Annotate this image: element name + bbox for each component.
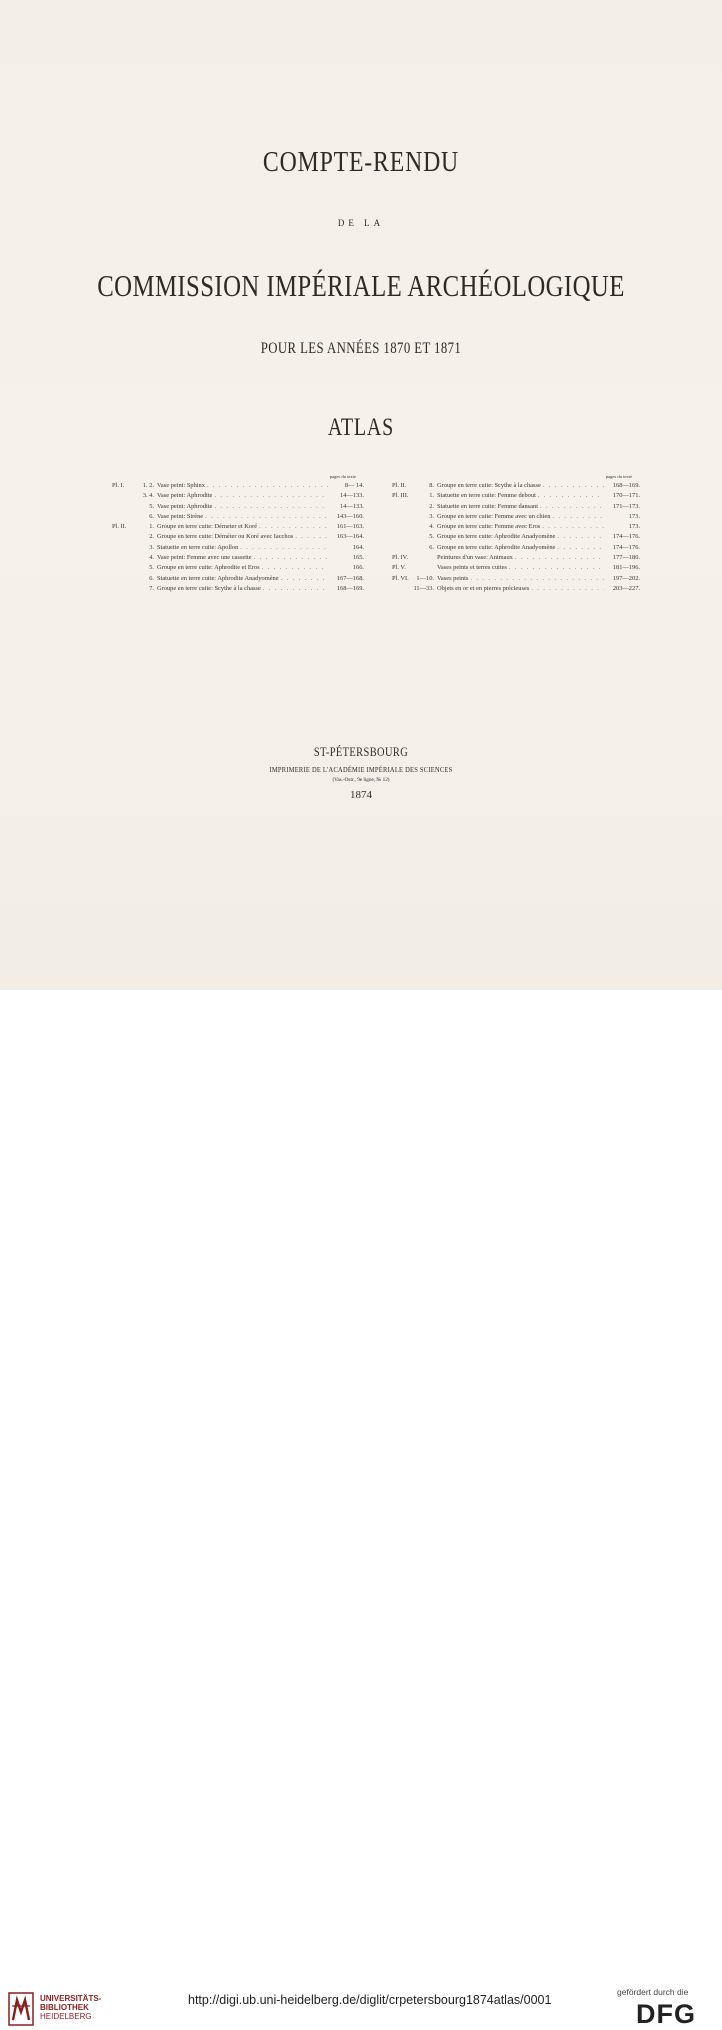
figure-number: 5. xyxy=(149,564,154,572)
figure-number: 6. xyxy=(149,574,154,582)
imprint-city: ST-PÉTERSBOURG xyxy=(313,744,409,759)
dot-leader xyxy=(254,553,328,563)
figure-number: 3. 4. xyxy=(142,492,154,500)
dot-leader xyxy=(540,502,604,512)
entry-description: Groupe en terre cuite: Femme avec un chien xyxy=(437,512,551,520)
dot-leader xyxy=(509,563,604,573)
page-range: 166. xyxy=(352,564,364,572)
page-range: 174—176. xyxy=(612,543,640,551)
page-range: 173. xyxy=(628,523,640,531)
figure-number: 3. xyxy=(429,512,434,520)
contents-entry xyxy=(112,481,364,491)
entry-description: Groupe en terre cuite: Déméter ou Koré avec Iacchos xyxy=(157,533,294,541)
dot-leader xyxy=(515,553,604,563)
contents-entry xyxy=(392,584,640,594)
page-range: 8— 14. xyxy=(344,482,364,489)
page-range: 181—196. xyxy=(612,564,640,572)
page-range: 14—133. xyxy=(340,502,364,510)
plate-label: Pl. IV. xyxy=(392,554,409,562)
page-range: 177—180. xyxy=(612,554,640,562)
imprint-year: 1874 xyxy=(350,789,372,801)
figure-number: 7. xyxy=(149,584,154,592)
contents-entry xyxy=(112,532,364,542)
dot-leader xyxy=(207,481,328,491)
figure-number: 1. xyxy=(429,492,434,500)
entry-description: Vase peint: Aphrodite xyxy=(157,492,213,500)
dot-leader xyxy=(531,584,604,594)
dot-leader xyxy=(263,584,328,594)
page-range: 161—163. xyxy=(336,523,364,531)
dot-leader xyxy=(214,502,328,512)
contents-entry xyxy=(392,502,640,512)
figure-number: 4. xyxy=(149,554,154,562)
imprint-address: (Vas.-Ostr., 9e ligne, № 12) xyxy=(332,777,390,783)
figure-number: 2. xyxy=(149,533,154,541)
contents-entry xyxy=(112,512,364,522)
entry-description: Groupe en terre cuite: Aphrodite Anadyomène xyxy=(437,533,556,541)
contents-entry xyxy=(112,522,364,532)
figure-number: 3. xyxy=(149,543,154,551)
dot-leader xyxy=(538,491,604,501)
plate-label: Pl. VI. xyxy=(392,574,409,582)
contents-entry xyxy=(112,543,364,553)
plate-label: Pl. V. xyxy=(392,564,406,572)
entry-description: Vase peint: Aphrodite xyxy=(157,502,213,510)
entry-description: Peintures d'un vase: Animaux xyxy=(437,554,513,562)
page-range: 203—227. xyxy=(612,584,640,592)
page-range: 164. xyxy=(352,543,364,551)
contents-entry xyxy=(392,522,640,532)
entry-description: Groupe en terre cuite: Aphrodite et Eros xyxy=(157,564,260,572)
contents-entry xyxy=(392,543,640,553)
page-range: 170—171. xyxy=(612,492,640,500)
university-library-logo-icon[interactable] xyxy=(8,1992,34,2026)
figure-number: 5. xyxy=(149,502,154,510)
contents-left-column xyxy=(112,472,364,594)
scanned-page xyxy=(0,0,722,990)
page-range: 171—173. xyxy=(612,502,640,510)
dfg-logo[interactable]: DFG xyxy=(636,1999,696,2029)
page-range: 173. xyxy=(628,512,640,520)
entry-description: Groupe en terre cuite: Aphrodite Anadyomène xyxy=(437,543,556,551)
title-years: POUR LES ANNÉES 1870 ET 1871 xyxy=(260,340,462,357)
plate-label: Pl. II. xyxy=(112,523,127,531)
entry-description: Groupe en terre cuite: Scythe à la chasse xyxy=(437,482,541,489)
contents-entry xyxy=(112,553,364,563)
title-compte-rendu: COMPTE-RENDU xyxy=(262,146,460,178)
entry-description: Statuette en terre cuite: Femme dansant xyxy=(437,502,538,510)
entry-description: Vases peints et terres cuites xyxy=(437,564,507,572)
page-range: 165. xyxy=(352,554,364,562)
contents-entry xyxy=(392,553,640,563)
title-commission: COMMISSION IMPÉRIALE ARCHÉOLOGIQUE xyxy=(97,268,625,303)
dot-leader xyxy=(240,543,328,553)
contents-entry xyxy=(112,491,364,501)
entry-description: Vase peint: Sphinx xyxy=(157,482,205,489)
pages-header: pages du texte xyxy=(605,474,632,479)
contents-entry xyxy=(392,512,640,522)
contents-right-column xyxy=(392,472,640,594)
contents-entry xyxy=(112,563,364,573)
page-range: 197—202. xyxy=(612,574,640,582)
entry-description: Vases peints xyxy=(437,574,469,582)
contents-entry xyxy=(392,481,640,491)
title-atlas: ATLAS xyxy=(327,414,395,441)
contents-entry xyxy=(392,574,640,584)
dot-leader xyxy=(557,532,604,542)
page-range: 174—176. xyxy=(612,533,640,541)
dot-leader xyxy=(542,522,604,532)
entry-description: Objets en or et en pierres précieuses xyxy=(437,584,530,592)
viewer-footer xyxy=(0,990,722,2029)
entry-description: Statuette en terre cuite: Femme debout xyxy=(437,492,536,500)
figure-number: 8. xyxy=(429,482,434,489)
page-range: 14—133. xyxy=(340,492,364,500)
pages-header: pages du texte xyxy=(329,474,356,479)
dot-leader xyxy=(470,574,604,584)
figure-number: 5. xyxy=(429,533,434,541)
figure-number: 1. xyxy=(149,523,154,531)
figure-number: 6. xyxy=(149,512,154,520)
page-range: 143—160. xyxy=(336,512,364,520)
dot-leader xyxy=(543,481,604,491)
library-name[interactable] xyxy=(40,1994,101,2021)
page-range: 168—169. xyxy=(612,482,640,489)
dot-leader xyxy=(262,563,328,573)
contents-entry xyxy=(392,491,640,501)
dot-leader xyxy=(281,574,328,584)
entry-description: Statuette en terre cuite: Aphrodite Anadyomène xyxy=(157,574,279,582)
funded-by-label: gefördert durch die xyxy=(617,1987,689,1997)
figure-number: 1—10. xyxy=(416,574,434,582)
dot-leader xyxy=(214,491,328,501)
dot-leader xyxy=(557,543,604,553)
dot-leader xyxy=(295,532,328,542)
dot-leader xyxy=(552,512,604,522)
entry-description: Groupe en terre cuite: Démeter et Koré xyxy=(157,523,258,531)
entry-description: Statuette en terre cuite: Apollon xyxy=(157,543,239,551)
imprint-printer: IMPRIMERIE DE L'ACADÉMIE IMPÉRIALE DES SCIENCES xyxy=(269,765,453,774)
entry-description: Vase peint: Sirène xyxy=(157,512,204,520)
figure-number: 1. 2. xyxy=(142,482,154,489)
contents-entry xyxy=(112,574,364,584)
figure-number: 11—33. xyxy=(413,584,434,592)
page-range: 167—168. xyxy=(336,574,364,582)
entry-description: Vase peint: Femme avec une cassette xyxy=(157,554,252,562)
library-name-line: HEIDELBERG xyxy=(40,2012,92,2021)
contents-entry xyxy=(112,584,364,594)
figure-number: 2. xyxy=(429,502,434,510)
figure-number: 6. xyxy=(429,543,434,551)
library-name-line: UNIVERSITÄTS- xyxy=(40,1994,102,2003)
figure-number: 4. xyxy=(429,523,434,531)
contents-entry xyxy=(392,532,640,542)
library-name-line: BIBLIOTHEK xyxy=(40,2003,89,2012)
contents-entry xyxy=(392,563,640,573)
dot-leader xyxy=(259,522,328,532)
contents-entry xyxy=(112,502,364,512)
title-de-la: DE LA xyxy=(337,218,385,228)
entry-description: Groupe en terre cuite: Femme avec Eros xyxy=(437,523,541,531)
plate-label: Pl. III. xyxy=(392,492,409,500)
plate-label: Pl. II. xyxy=(392,482,407,489)
entry-description: Groupe en terre cuite: Scythe à la chasse xyxy=(157,584,261,592)
permalink-url[interactable]: http://digi.ub.uni-heidelberg.de/diglit/crpetersbourg1874atlas/0001 xyxy=(188,1993,552,2007)
plate-label: Pl. I. xyxy=(112,482,125,489)
dot-leader xyxy=(205,512,328,522)
page-range: 163—164. xyxy=(336,533,364,541)
page-range: 168—169. xyxy=(336,584,364,592)
